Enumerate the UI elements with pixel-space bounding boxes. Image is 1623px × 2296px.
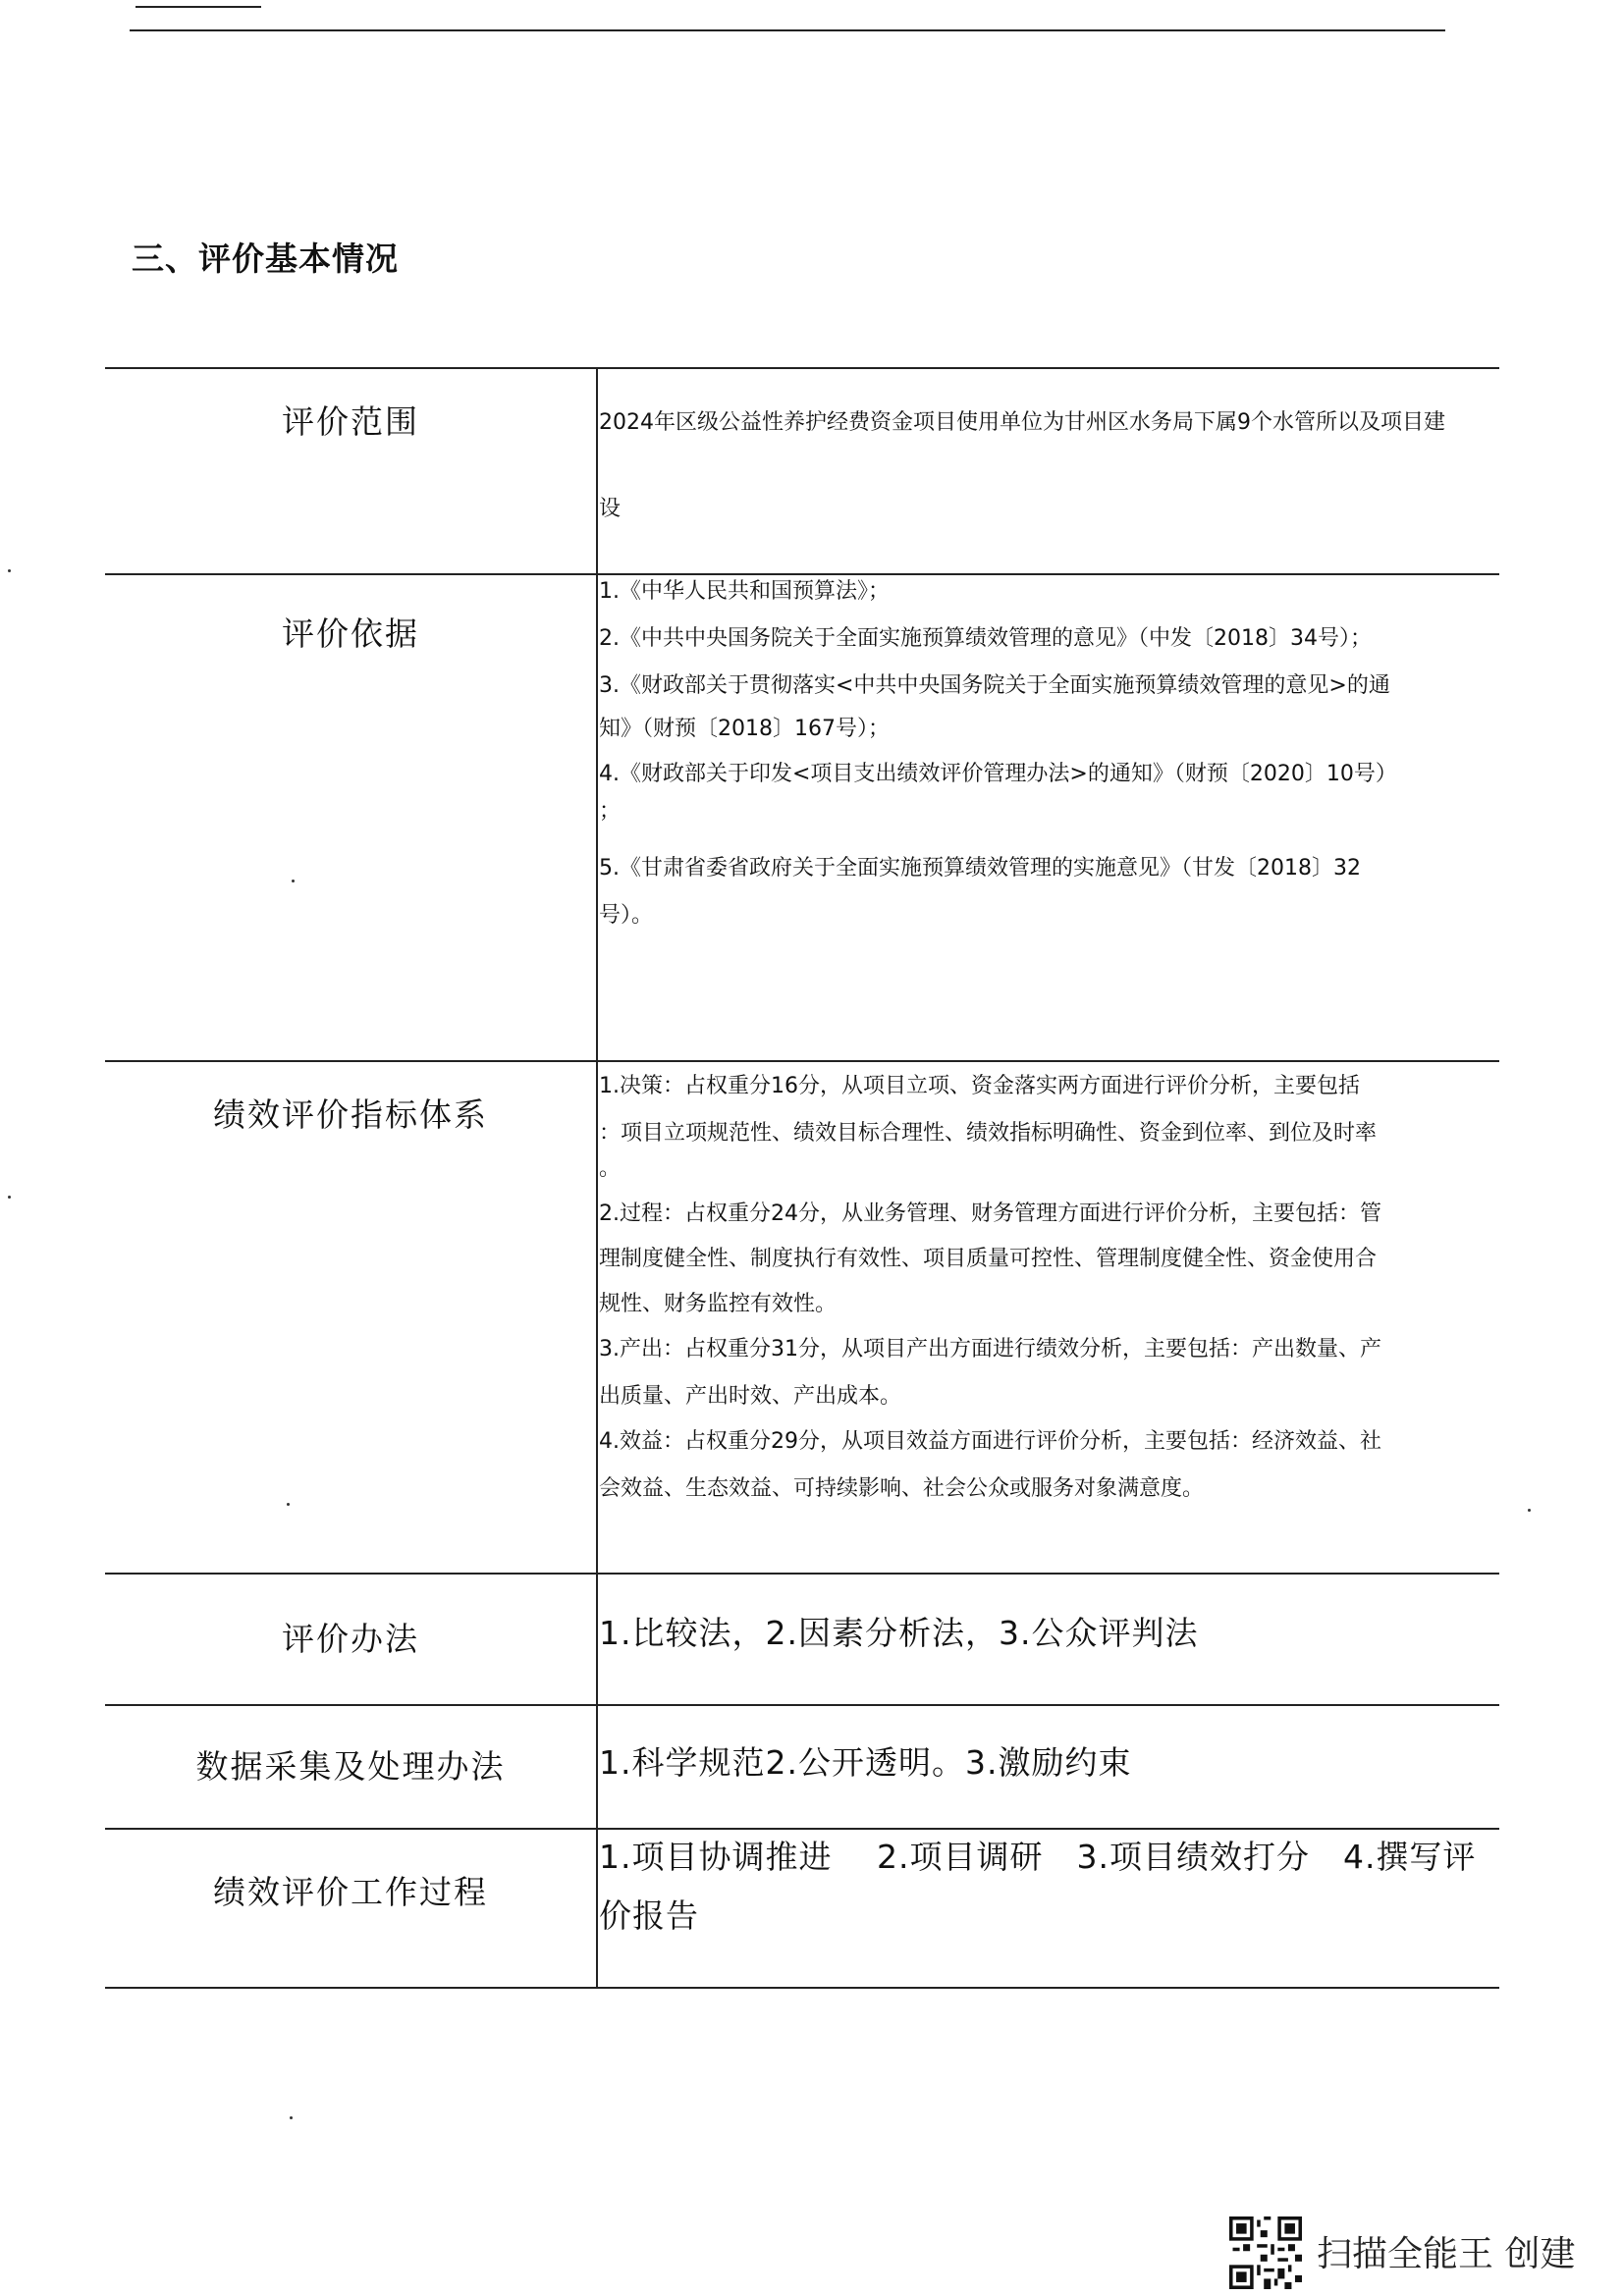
text-line: 理制度健全性、制度执行有效性、项目质量可控性、管理制度健全性、资金使用合 — [599, 1247, 1378, 1271]
scan-speck — [1528, 1509, 1531, 1512]
row-label-scope: 评价范围 — [282, 402, 419, 441]
scan-speck — [290, 2116, 293, 2119]
text-line: 会效益、生态效益、可持续影响、社会公众或服务对象满意度。 — [599, 1476, 1205, 1501]
text-line: ； — [599, 799, 622, 824]
table-rule — [105, 573, 1499, 575]
text-line: 4.《财政部关于印发<项目支出绩效评价管理办法>的通知》（财预〔2020〕10号） — [599, 762, 1397, 786]
text-line: 1.《中华人民共和国预算法》； — [599, 579, 890, 604]
header-rule — [130, 29, 1445, 31]
table-divider — [596, 367, 598, 1987]
table-rule — [105, 1987, 1499, 1989]
text-line: 2024年区级公益性养护经费资金项目使用单位为甘州区水务局下属9个水管所以及项目建 — [599, 410, 1445, 435]
scan-speck — [8, 569, 11, 572]
text-line: 号）。 — [599, 903, 654, 928]
text-line: 2.《中共中央国务院关于全面实施预算绩效管理的意见》（中发〔2018〕34号）； — [599, 626, 1372, 651]
text-line: 4.效益：占权重分29分，从项目效益方面进行评价分析，主要包括：经济效益、社 — [599, 1429, 1381, 1454]
row-label-method: 评价办法 — [282, 1620, 419, 1658]
text-line: 1.项目协调推进 2.项目调研 3.项目绩效打分 4.撰写评 — [599, 1838, 1477, 1876]
qr-code-icon — [1229, 2216, 1302, 2289]
row-content-scope — [599, 412, 1497, 520]
scanner-brand-text: 扫描全能王 创建 — [1317, 2234, 1576, 2274]
scan-speck — [287, 1503, 290, 1506]
text-line: 规性、财务监控有效性。 — [599, 1292, 838, 1316]
row-content-basis — [599, 581, 1497, 944]
text-line: 设 — [599, 497, 622, 521]
text-line: 3.产出：占权重分31分，从项目产出方面进行绩效分析，主要包括：产出数量、产 — [599, 1337, 1381, 1362]
table-rule — [105, 367, 1499, 369]
text-line: 3.《财政部关于贯彻落实<中共中央国务院关于全面实施预算绩效管理的意见>的通 — [599, 673, 1390, 698]
text-line: 出质量、产出时效、产出成本。 — [599, 1384, 902, 1409]
row-label-data-collection: 数据采集及处理办法 — [195, 1747, 506, 1786]
row-content-data-collection: 1.科学规范2.公开透明。3.激励约束 — [599, 1743, 1132, 1782]
row-content-process — [599, 1838, 1497, 1936]
row-label-process: 绩效评价工作过程 — [213, 1873, 488, 1911]
text-line: 2.过程：占权重分24分，从业务管理、财务管理方面进行评价分析，主要包括：管 — [599, 1201, 1381, 1226]
text-line: 知》（财预〔2018〕167号）； — [599, 717, 890, 741]
scan-speck — [292, 880, 295, 882]
row-content-indicators — [599, 1076, 1497, 1518]
section-title: 三、评价基本情况 — [132, 240, 399, 278]
evaluation-table — [105, 367, 1499, 1989]
row-label-basis: 评价依据 — [282, 614, 419, 653]
row-content-method: 1.比较法，2.因素分析法，3.公众评判法 — [599, 1614, 1199, 1652]
text-line: 5.《甘肃省委省政府关于全面实施预算绩效管理的实施意见》（甘发〔2018〕32 — [599, 856, 1361, 881]
text-line: 价报告 — [599, 1896, 699, 1935]
header-rule-short — [135, 6, 261, 8]
table-rule — [105, 1828, 1499, 1830]
row-label-indicators: 绩效评价指标体系 — [213, 1095, 488, 1134]
text-line: ：项目立项规范性、绩效目标合理性、绩效指标明确性、资金到位率、到位及时率 — [599, 1121, 1378, 1146]
scan-speck — [8, 1196, 11, 1199]
text-line: 。 — [599, 1156, 622, 1181]
text-line: 1.决策：占权重分16分，从项目立项、资金落实两方面进行评价分析，主要包括 — [599, 1074, 1360, 1098]
table-rule — [105, 1573, 1499, 1575]
table-rule — [105, 1704, 1499, 1706]
table-rule — [105, 1060, 1499, 1062]
